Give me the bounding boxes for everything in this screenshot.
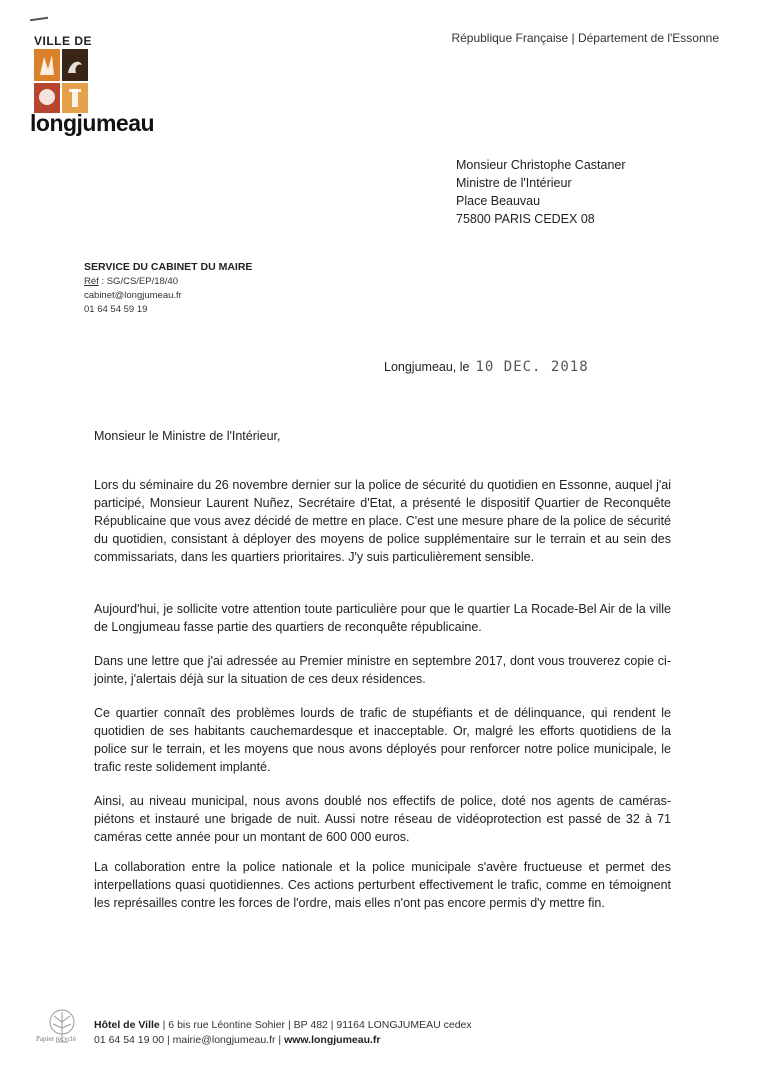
sender-service-block xyxy=(84,260,252,317)
reference-label: Réf xyxy=(84,276,99,287)
footer-hotel-label: Hôtel de Ville xyxy=(94,1019,160,1031)
paragraph xyxy=(94,858,671,912)
city-coat-of-arms-logo xyxy=(34,49,88,117)
date-stamp: 10 DEC. 2018 xyxy=(475,359,589,375)
paragraph-text: Dans une lettre que j'ai adressée au Premier ministre en septembre 2017, dont vous trouverez copie ci-jointe, j'alertais déjà sur la situation de ces deux résidences. xyxy=(94,654,671,686)
paragraph xyxy=(94,652,671,688)
service-email: cabinet@longjumeau.fr xyxy=(84,290,182,301)
logo-ville-de: VILLE DE xyxy=(34,34,93,48)
date-place: Longjumeau, le xyxy=(384,360,470,374)
addressee-city: 75800 PARIS CEDEX 08 xyxy=(456,212,595,226)
paragraph xyxy=(94,600,671,636)
paragraph-text: Lors du séminaire du 26 novembre dernier sur la police de sécurité du quotidien en Essonne, auquel j'ai participé, Monsieur Laurent Nuñez, Secrétaire d'Etat, a présenté le dispositif Quartier de Reconquête Républicaine que vous avez décidé de mettre en place. C'est une mesure phare de la police de sécurité du quotidien, consistant à déployer des moyens de police supplémentaire sur le terrain et au sein des commissariats, dans les quartiers prioritaires. J'y suis particulièrement sensible. xyxy=(94,478,671,564)
paragraph-text: La collaboration entre la police nationale et la police municipale s'avère fructueuse et permet des interpellations quasi quotidiennes. Ces actions perturbent effectivement le trafic, comme en témoignent les représailles contre les forces de l'ordre, mais elles n'ont pas encore permis d'y mettre fin. xyxy=(94,860,671,910)
footer-phone-email: 01 64 54 19 00 | mairie@longjumeau.fr | xyxy=(94,1034,285,1046)
logo-emblem-icons xyxy=(34,49,88,113)
paragraph-text: Aujourd'hui, je sollicite votre attention toute particulière pour que le quartier La Rocade-Bel Air de la ville de Longjumeau fasse partie des quartiers de reconquête républicaine. xyxy=(94,602,671,634)
footer-website-link[interactable]: www.longjumeau.fr xyxy=(284,1034,381,1046)
logo-town-name: longjumeau xyxy=(30,110,155,136)
footer-contact xyxy=(94,1018,472,1048)
addressee-street: Place Beauvau xyxy=(456,194,541,208)
service-title: SERVICE DU CABINET DU MAIRE xyxy=(84,261,253,273)
service-reference xyxy=(84,275,252,289)
paragraph xyxy=(94,792,671,846)
service-phone: 01 64 54 59 19 xyxy=(84,304,148,315)
addressee-block xyxy=(456,156,626,228)
paragraph-text: Ainsi, au niveau municipal, nous avons doublé nos effectifs de police, doté nos agents de caméras-piétons et instauré une brigade de nuit. Aussi notre réseau de vidéoprotection est passé de 32 à 71 caméras cette année pour un montant de 600 000 euros. xyxy=(94,794,671,844)
salutation: Monsieur le Ministre de l'Intérieur, xyxy=(94,429,281,443)
addressee-title: Ministre de l'Intérieur xyxy=(456,176,572,190)
reference-value: : SG/CS/EP/18/40 xyxy=(98,276,179,287)
republique-header: République Française | Département de l'Essonne xyxy=(451,31,719,45)
paragraph-text: Ce quartier connaît des problèmes lourds de trafic de stupéfiants et de délinquance, qui rendent le quotidien de ses habitants cauchemardesque et inacceptable. Or, malgré les efforts quotidiens de la police sur le terrain, et les moyens que nous avons déployés pour renforcer notre police municipale, le trafic reste solidement implanté. xyxy=(94,706,671,774)
paragraph xyxy=(94,704,671,776)
paragraph xyxy=(94,476,671,566)
recycled-paper-label: Papier recyclé xyxy=(36,1035,76,1043)
addressee-name: Monsieur Christophe Castaner xyxy=(456,158,626,172)
footer-address: | 6 bis rue Léontine Sohier | BP 482 | 91164 LONGJUMEAU cedex xyxy=(159,1019,472,1031)
date-line xyxy=(384,359,589,375)
logo-pen-stroke xyxy=(30,17,48,21)
